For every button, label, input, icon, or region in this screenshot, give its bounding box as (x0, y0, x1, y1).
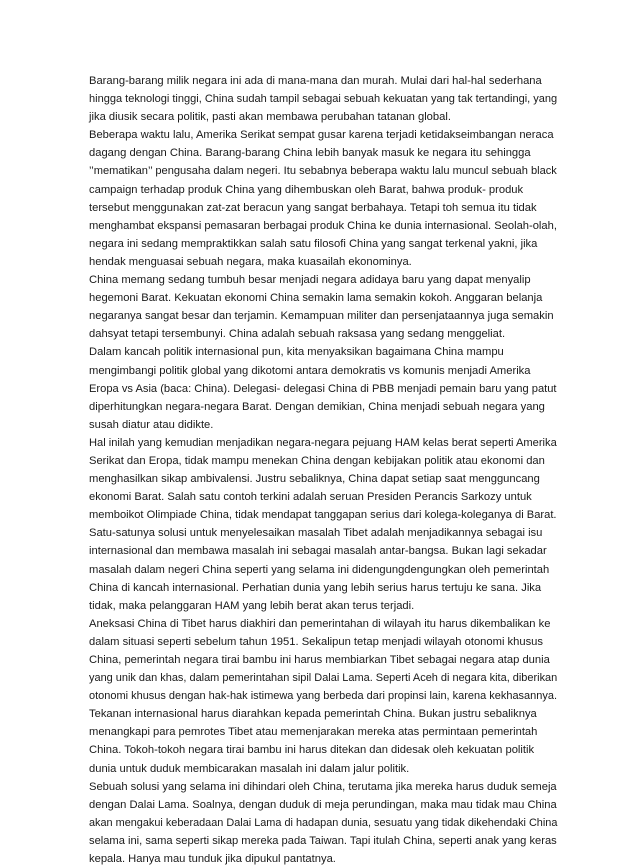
paragraph (89, 343, 557, 433)
text-line: selama ini, sama seperti sikap mereka pada Taiwan. Tapi itulah China, seperti anak yang keras (89, 834, 557, 847)
text-line: hendak menguasai sebuah negara, maka kuasailah ekonominya. (89, 255, 412, 268)
text-line: jika diusik secara politik, pasti akan membawa perubahan tatanan global. (89, 111, 451, 124)
text-line: Eropa vs Asia (baca: China). Delegasi- delegasi China di PBB menjadi pemain baru yang patut (89, 382, 557, 395)
paragraph (89, 615, 557, 705)
text-line: ’’mematikan’’ pengusaha dalam negeri. Itu sebabnya beberapa waktu lalu muncul sebuah black (89, 165, 557, 178)
text-line: Satu-satunya solusi untuk menyelesaikan masalah Tibet adalah menjadikannya sebagai isu (89, 527, 543, 540)
text-line: Hal inilah yang kemudian menjadikan negara-negara pejuang HAM kelas berat seperti Amerika (89, 436, 557, 449)
text-line: Barang-barang milik negara ini ada di mana-mana dan murah. Mulai dari hal-hal sederhana (89, 75, 542, 87)
text-line: China, pemerintah negara tirai bambu ini harus membiarkan Tibet sebagai negara atap dunia (89, 654, 550, 666)
text-line: dagang dengan China. Barang-barang China lebih banyak masuk ke negara itu sehingga (89, 147, 531, 160)
text-line: kepala. Hanya mau tunduk jika dipukul pantatnya. (89, 853, 336, 866)
text-line: menangkapi para pemrotes Tibet atau memenjarakan mereka atas permintaan pemerintah (89, 726, 538, 739)
text-line: menghasilkan sikap ambivalensi. Justru sebaliknya, China dapat setiap saat mengguncang (89, 473, 540, 486)
text-line: Beberapa waktu lalu, Amerika Serikat sempat gusar karena terjadi ketidakseimbangan neraca (89, 129, 554, 142)
text-line: otonomi khusus dengan hak-hak istimewa yang berbeda dari propinsi lain, karena kekhasannya. (89, 690, 558, 703)
paragraph (89, 778, 557, 868)
text-line: internasional dan membawa masalah ini sebagai masalah antar-bangsa. Bukan lagi sekadar (89, 545, 547, 558)
text-line: susah diatur atau didikte. (89, 418, 214, 431)
text-line: dalam situasi seperti sebelum tahun 1951. Sekalipun tetap menjadi wilayah otonomi khusus (89, 635, 543, 648)
text-line: hingga teknologi tinggi, China sudah tampil sebagai sebuah kekuatan yang tak tertandingi, yang (89, 93, 558, 106)
text-line: Tekanan internasional harus diarahkan kepada pemerintah China. Bukan justru sebaliknya (89, 708, 537, 721)
text-line: Aneksasi China di Tibet harus diakhiri dan pemerintahan di wilayah itu harus dikembalikan ke (89, 617, 551, 630)
text-line: China. Tokoh-tokoh negara tirai bambu ini harus ditekan dan didesak oleh kekuatan politik (89, 744, 535, 757)
text-line: mengimbangi politik global yang dikotomi antara demokratis vs komunis menjadi Amerika (89, 364, 531, 377)
text-line: akan mengakui keberadaan Dalai Lama di hadapan dunia, sesuatu yang tidak dikehendaki China (89, 816, 558, 829)
text-line: tersebut menggunakan zat-zat beracun yang sangat berbahaya. Tetapi toh semua itu tidak (89, 201, 537, 214)
text-line: tidak, maka pelanggaran HAM yang lebih berat akan terus terjadi. (89, 599, 415, 612)
text-line: menghambat ekspansi pemasaran berbagai produk China ke dunia internasional. Seolah-olah, (89, 219, 557, 232)
text-line: China memang sedang tumbuh besar menjadi negara adidaya baru yang dapat menyalip (89, 274, 531, 287)
text-line: China di kancah internasional. Perhatian dunia yang lebih serius harus tertuju ke sana. Jika (89, 581, 542, 594)
text-line: dengan Dalai Lama. Soalnya, dengan duduk di meja perundingan, maka mau tidak mau China (89, 798, 557, 811)
paragraph (89, 434, 557, 524)
paragraph (89, 271, 557, 343)
text-line: masalah dalam negeri China seperti yang selama ini didengungdengungkan oleh pemerintah (89, 563, 550, 576)
text-line: diperhitungkan negara-negara Barat. Dengan demikian, China menjadi sebuah negara yang (89, 400, 545, 413)
text-line: negara ini sedang mempraktikkan salah satu filosofi China yang sangat terkenal yakni, jika (89, 237, 538, 250)
text-line: dahsyat tetapi tersembunyi. China adalah sebuah raksasa yang sedang menggeliat. (89, 328, 506, 341)
paragraph (89, 705, 557, 777)
paragraph (89, 126, 557, 271)
text-line: campaign terhadap produk China yang dihembuskan oleh Barat, bahwa produk- produk (89, 183, 524, 196)
text-line: negaranya sangat besar dan terjamin. Kemampuan militer dan persenjataannya juga semakin (89, 310, 554, 323)
text-line: ekonomi Barat. Salah satu contoh terkini adalah seruan Presiden Perancis Sarkozy untuk (89, 491, 532, 504)
document-body (89, 72, 557, 868)
paragraph (89, 524, 557, 614)
text-line: hegemoni Barat. Kekuatan ekonomi China semakin lama semakin kokoh. Anggaran belanja (89, 292, 543, 305)
text-line: yang unik dan khas, dalam pemerintahan sipil Dalai Lama. Seperti Aceh di negara kita, diberikan (89, 672, 558, 685)
text-line: Dalam kancah politik internasional pun, kita menyaksikan bagaimana China mampu (89, 346, 504, 359)
text-line: memboikot Olimpiade China, tidak mendapat tanggapan serius dari kolega-koleganya di Barat. (89, 509, 557, 522)
text-line: dunia untuk duduk membicarakan masalah ini dalam jalur politik. (89, 762, 410, 775)
paragraph (89, 72, 557, 126)
text-line: Sebuah solusi yang selama ini dihindari oleh China, terutama jika mereka harus duduk semeja (89, 780, 557, 793)
text-line: Serikat dan Eropa, tidak mampu menekan China dengan kebijakan politik atau ekonomi dan (89, 454, 545, 467)
